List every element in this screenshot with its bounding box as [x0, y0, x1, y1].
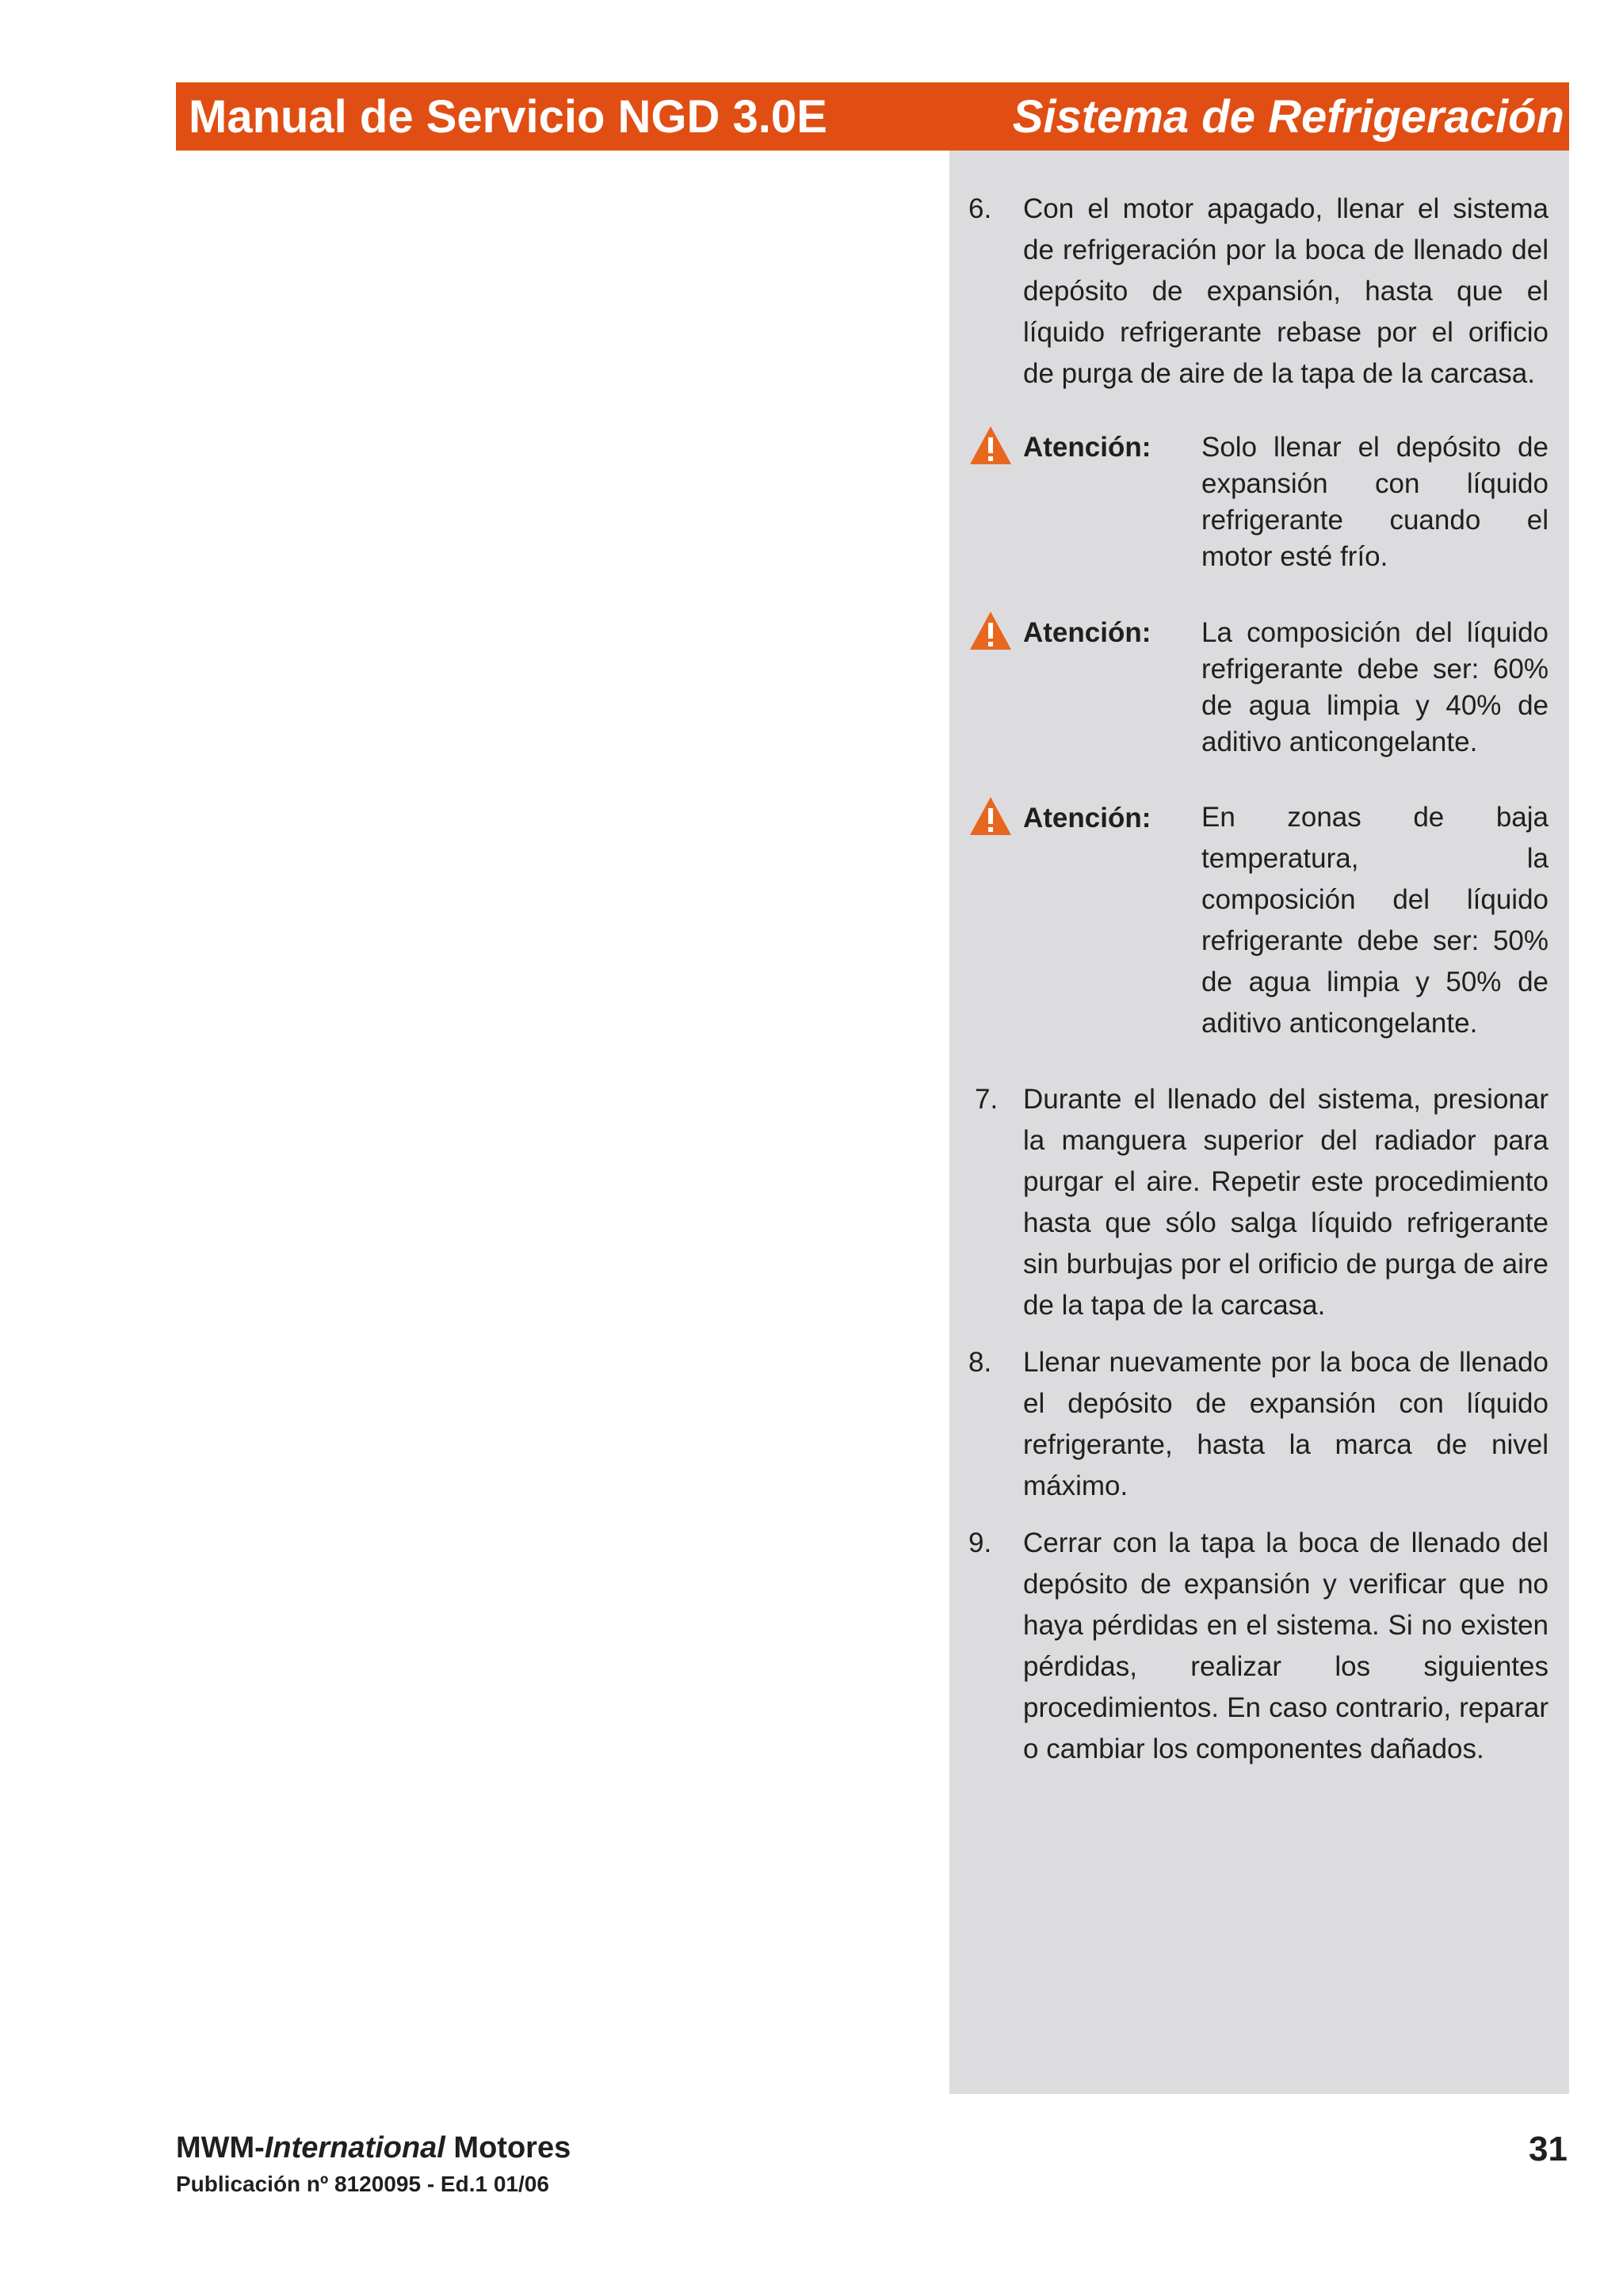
step-text: Durante el llenado del sistema, presionar la manguera superior del radiador para purgar el aire. Repetir este procedimiento hasta que sólo salga líquido refrigerante sin burbujas por el orificio de purga de aire de la tapa de la carcasa. — [1023, 1084, 1549, 1321]
step-8 — [965, 1342, 1549, 1507]
step-number: 9. — [968, 1527, 992, 1558]
publisher-name — [176, 2131, 571, 2165]
brand-suffix: Motores — [445, 2131, 571, 2164]
brand-prefix: MWM- — [176, 2131, 265, 2164]
attention-label: Atención: — [1023, 617, 1151, 648]
attention-label: Atención: — [1023, 803, 1151, 833]
brand-italic: International — [264, 2131, 445, 2164]
step-number: 7. — [975, 1084, 999, 1115]
attention-text: En zonas de baja temperatura, la composición del líquido refrigerante debe ser: 50% de agua limpia y 50% de aditivo anticongelante. — [1201, 802, 1549, 1039]
instructions-column — [965, 189, 1549, 1770]
step-text: Con el motor apagado, llenar el sistema de refrigeración por la boca de llenado del depósito de expansión, hasta que el líquido refrigerante rebase por el orificio de purga de aire de la tapa de la carcasa. — [1023, 193, 1549, 389]
step-text: Llenar nuevamente por la boca de llenado el depósito de expansión con líquido refrigerante, hasta la marca de nivel máximo. — [1023, 1347, 1549, 1501]
attention-label: Atención: — [1023, 432, 1151, 463]
step-number: 8. — [968, 1347, 992, 1378]
attention-notice-1 — [965, 425, 1549, 575]
section-title: Sistema de Refrigeración — [1012, 91, 1564, 143]
attention-text: Solo llenar el depósito de expansión con líquido refrigerante cuando el motor esté frío. — [1201, 432, 1549, 572]
warning-triangle-icon — [968, 795, 1013, 837]
page-header-bar — [176, 82, 1569, 151]
publication-number: Publicación nº 8120095 - Ed.1 01/06 — [176, 2172, 549, 2196]
attention-notice-3 — [965, 795, 1549, 1044]
step-6 — [965, 189, 1549, 395]
step-9 — [965, 1523, 1549, 1770]
page-number: 31 — [1529, 2130, 1568, 2168]
step-text: Cerrar con la tapa la boca de llenado del depósito de expansión y verificar que no haya pérdidas en el sistema. Si no existen pérdidas, realizar los siguientes procedimientos. En caso contrario, reparar o cambiar los componentes dañados. — [1023, 1527, 1549, 1764]
warning-triangle-icon — [968, 610, 1013, 651]
step-7 — [965, 1079, 1549, 1326]
attention-notice-2 — [965, 610, 1549, 761]
footer-publisher — [176, 2131, 571, 2197]
step-number: 6. — [968, 193, 992, 224]
attention-text: La composición del líquido refrigerante debe ser: 60% de agua limpia y 40% de aditivo anticongelante. — [1201, 617, 1549, 757]
manual-title: Manual de Servicio NGD 3.0E — [189, 91, 827, 143]
warning-triangle-icon — [968, 425, 1013, 466]
